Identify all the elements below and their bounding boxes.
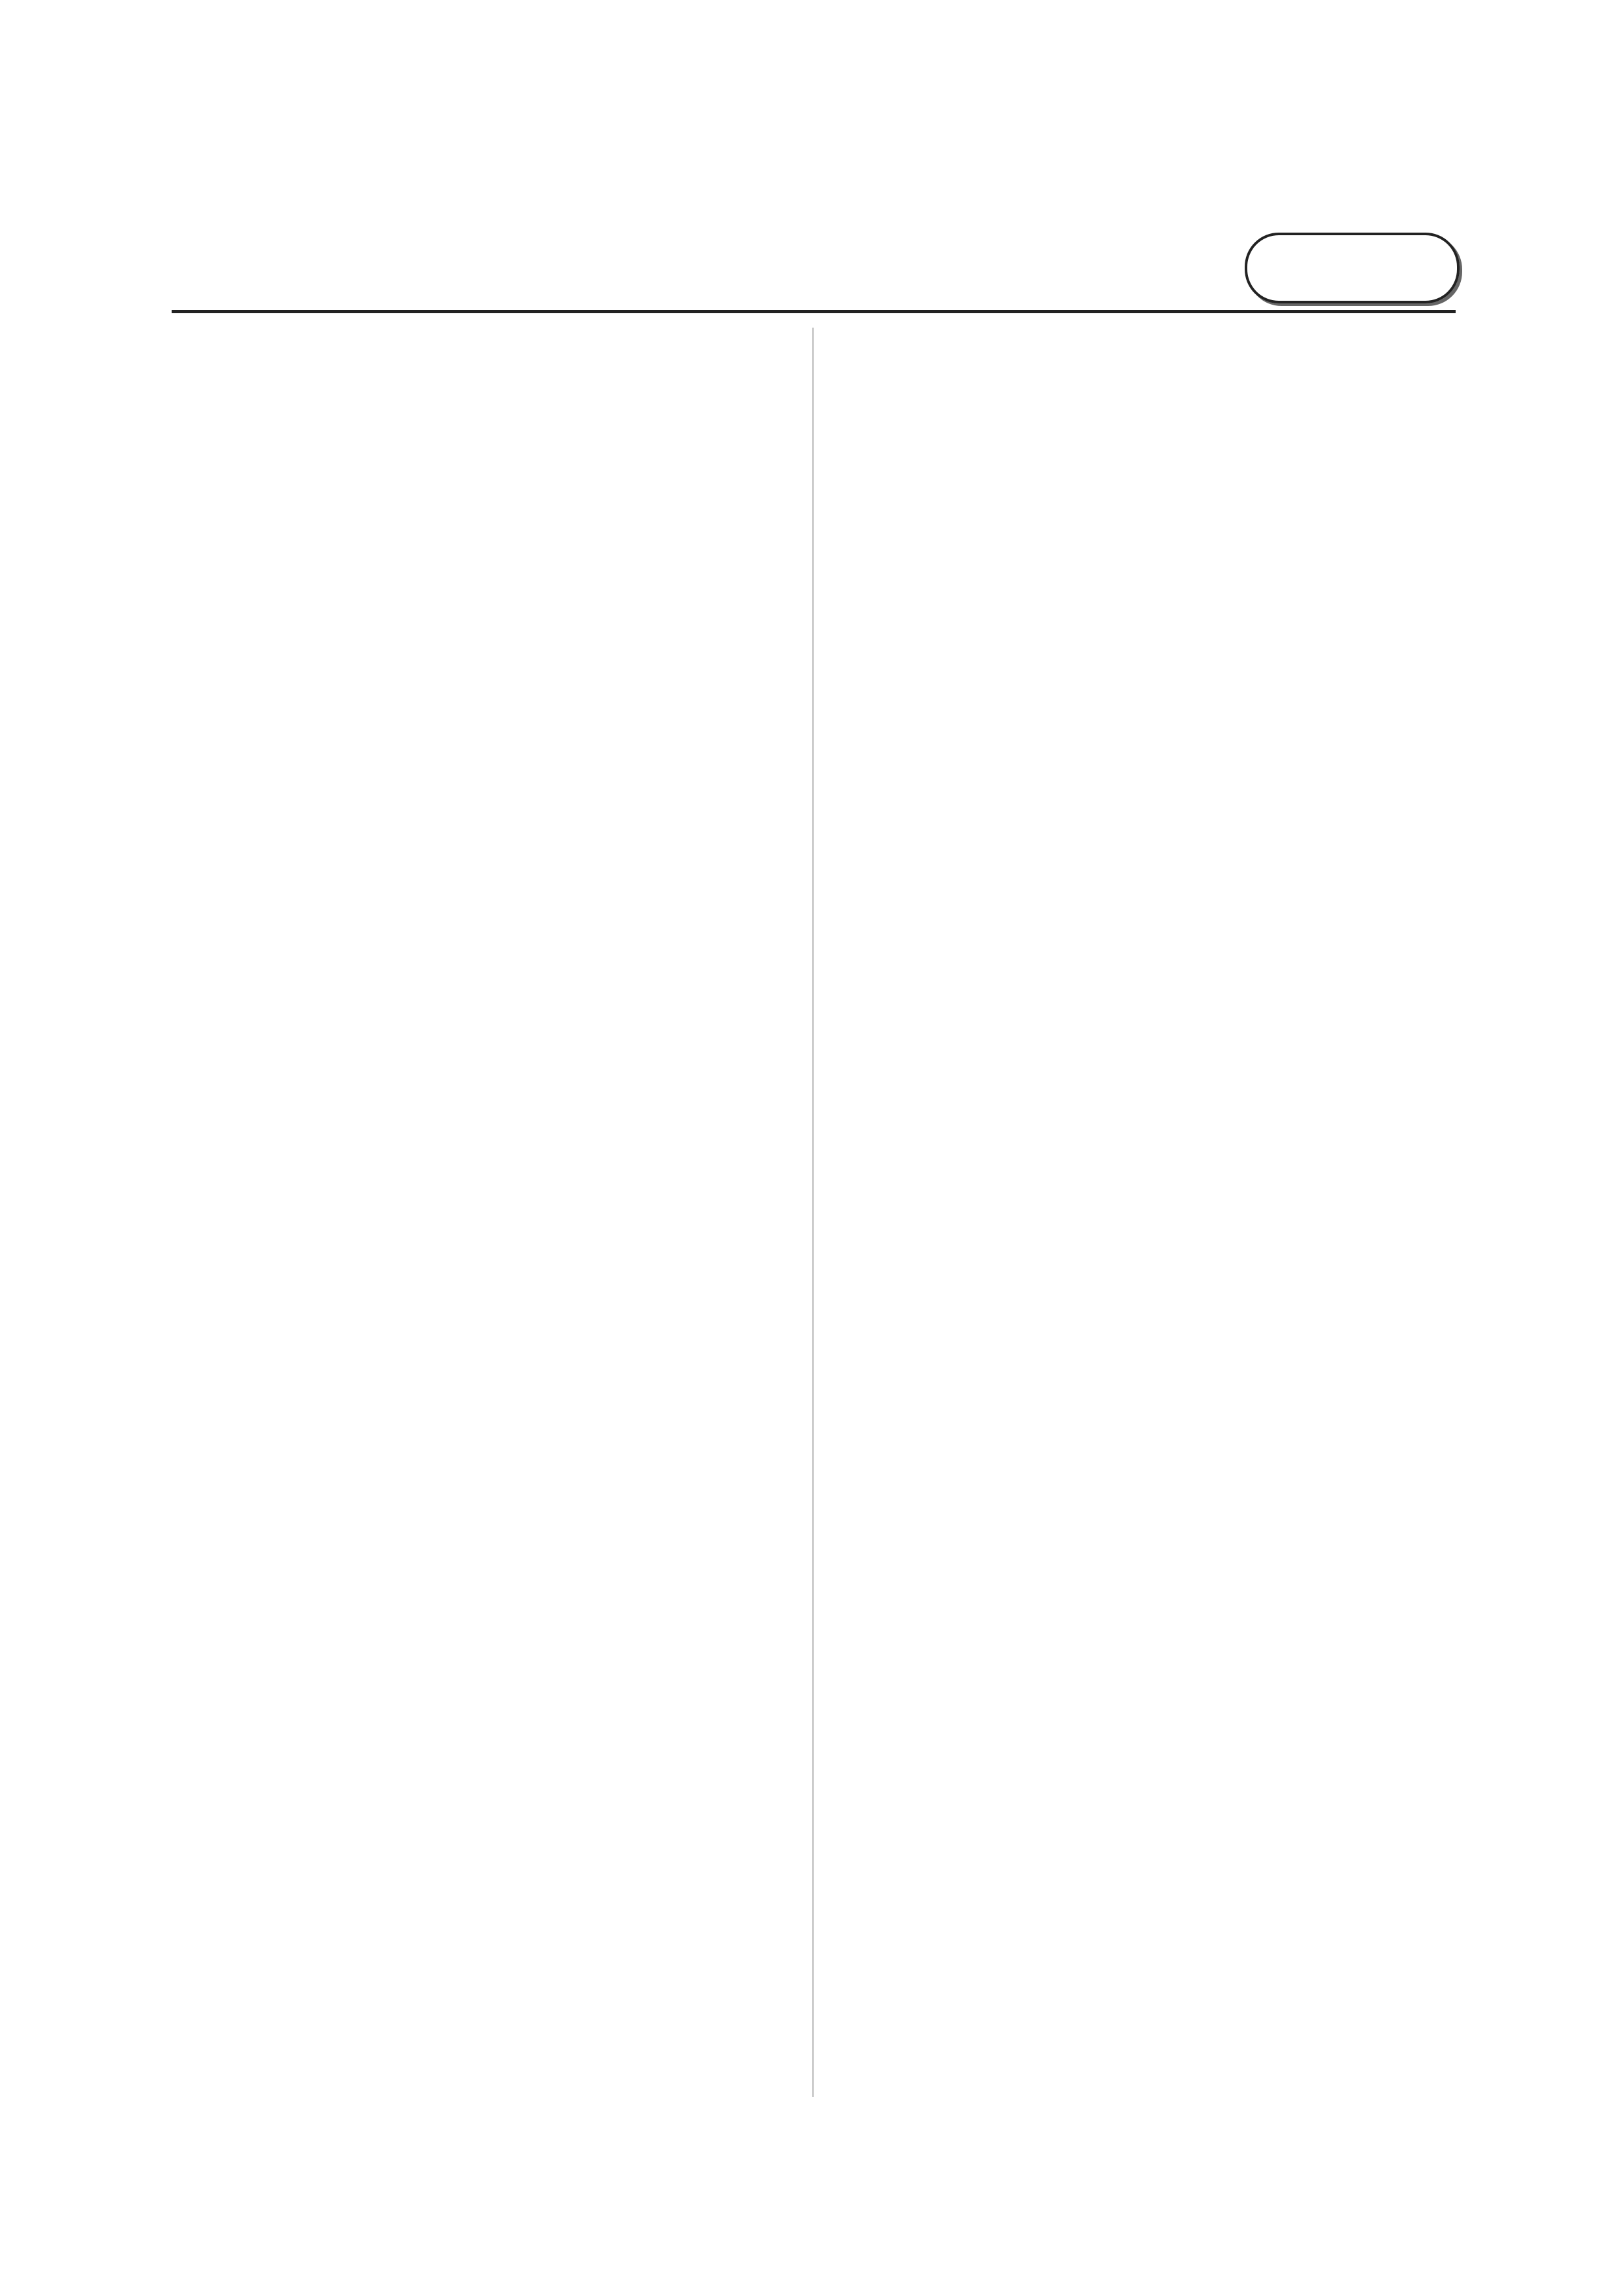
column-divider xyxy=(812,328,814,2097)
subject-badge xyxy=(1245,233,1460,303)
header-rule xyxy=(172,310,1456,313)
